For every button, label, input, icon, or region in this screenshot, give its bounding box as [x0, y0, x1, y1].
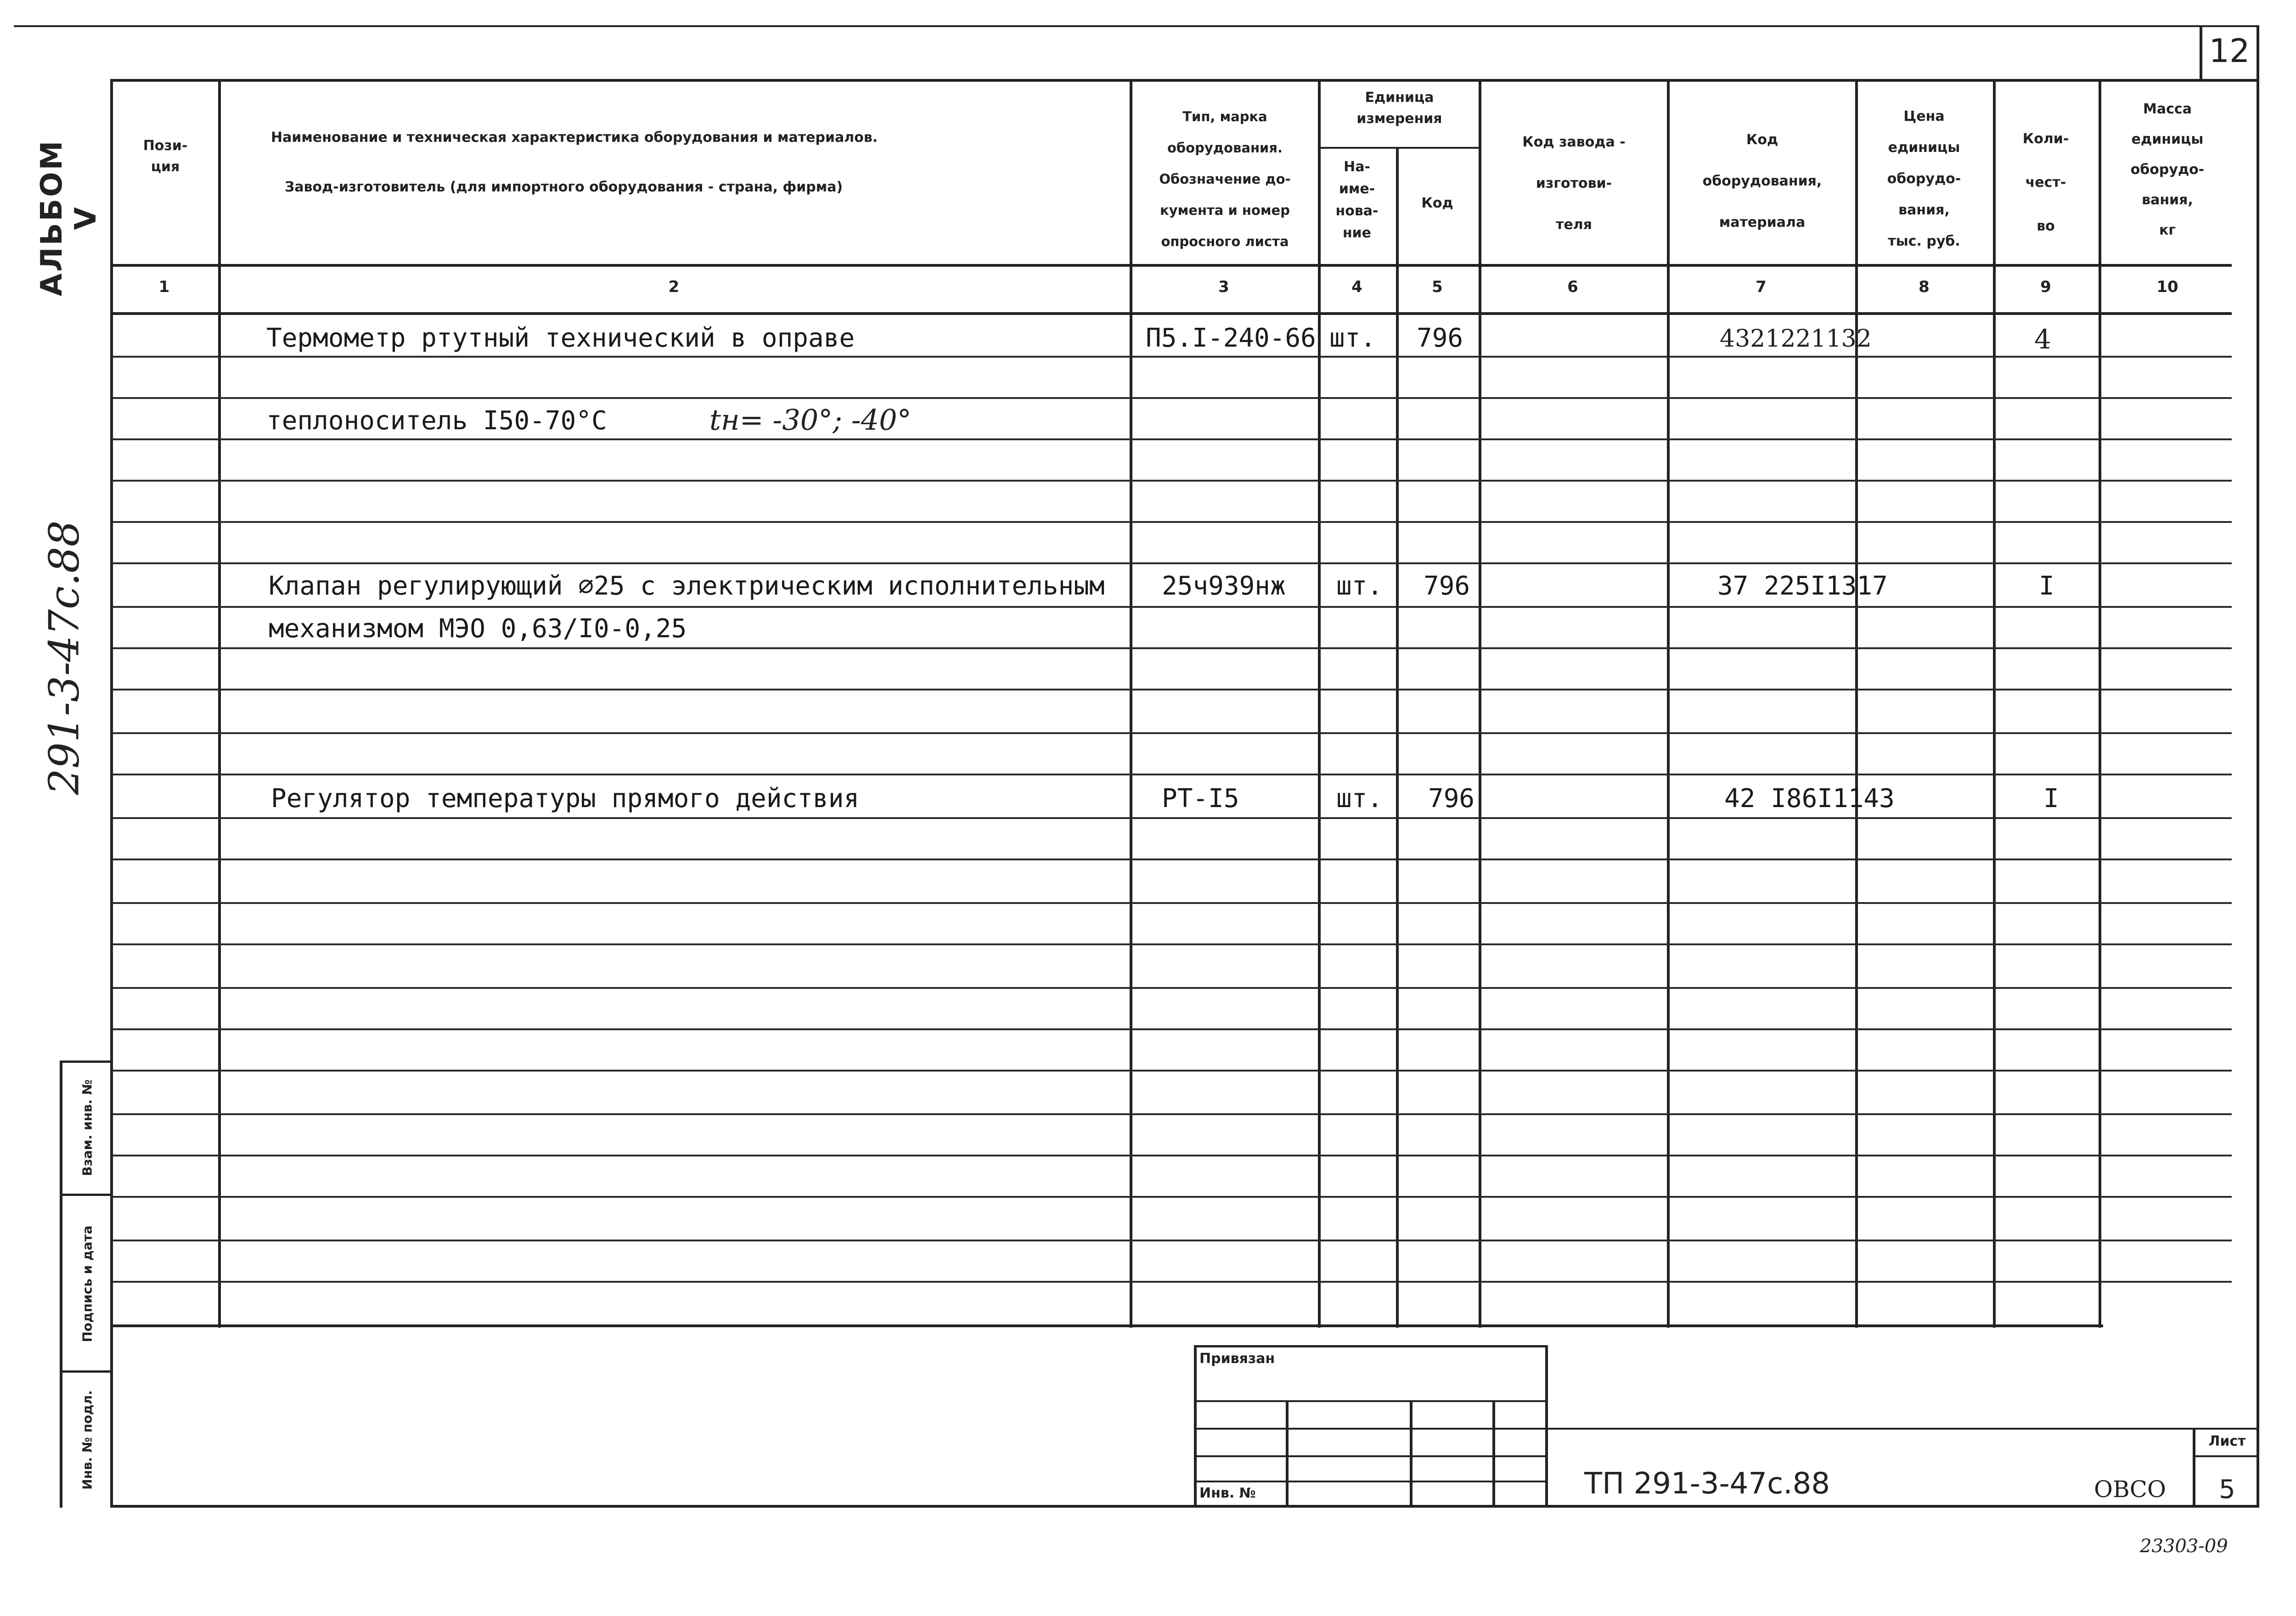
header-name-line2: Завод-изготовитель (для импортного оборудования - страна, фирма) [285, 179, 843, 195]
header-unit-group: Единица измерения [1356, 90, 1442, 127]
stamp-inv-no: Инв. № [1199, 1485, 1256, 1501]
row5-unit: шт. [1336, 784, 1383, 814]
header-position: Пози- ция [143, 138, 188, 175]
header-name-line1: Наименование и техническая характеристика оборудования и материалов. [271, 129, 878, 146]
col-num-10: 10 [2156, 278, 2178, 296]
row3-material-code: 37 225I1317 [1717, 571, 1888, 601]
bottom-archive-number: 23303-09 [2140, 1536, 2228, 1557]
col-num-9: 9 [2040, 278, 2051, 296]
row2-name: теплоноситель I50-70°С [266, 406, 607, 436]
header-mass: Масса единицы оборудо- вания, кг [2130, 101, 2205, 238]
col-num-1: 1 [158, 278, 170, 296]
row5-type: РТ-I5 [1162, 784, 1239, 814]
sign-date-label: Подпись и дата [79, 1225, 95, 1342]
stamp-linked: Привязан [1199, 1351, 1275, 1367]
row2-note: tн= -30°; -40° [709, 403, 912, 437]
row5-name: Регулятор температуры прямого действия [271, 784, 860, 814]
header-unit-name: На- име- нова- ние [1335, 159, 1379, 241]
frame-right [2257, 25, 2259, 1508]
header-type: Тип, марка оборудования. Обозначение до- кумента и номер опросного листа [1159, 109, 1291, 249]
row3-code: 796 [1424, 571, 1470, 601]
row3-name: Клапан регулирующий ⌀25 с электрическим исполнительным [269, 571, 1105, 601]
row1-name: Термометр ртутный технический в оправе [266, 323, 855, 353]
frame-top [110, 79, 2259, 82]
frame-bottom [110, 1505, 2259, 1508]
row1-qty: 4 [2034, 324, 2051, 355]
row5-qty: I [2043, 784, 2059, 814]
row1-material-code: 4321221132 [1720, 325, 1872, 353]
row1-type: П5.I-240-66 [1146, 323, 1316, 353]
col-num-8: 8 [1919, 278, 1930, 296]
row5-code: 796 [1428, 784, 1475, 814]
corner-sheet-number: 12 [2209, 32, 2250, 70]
top-border-line [14, 25, 2259, 27]
row4-name: механизмом МЭО 0,63/I0-0,25 [269, 614, 687, 644]
section-code: ОВСО [2094, 1476, 2166, 1503]
col-num-6: 6 [1567, 278, 1578, 296]
row3-unit: шт. [1336, 571, 1383, 601]
side-code: 291-3-47с.88 [40, 520, 89, 795]
header-quantity: Коли- чест- во [2022, 131, 2069, 234]
row3-type: 25ч939нж [1162, 571, 1286, 601]
album-label: АЛЬБОМ V [35, 139, 103, 297]
header-equipment-code: Код оборудования, материала [1702, 132, 1822, 230]
col-num-5: 5 [1432, 278, 1443, 296]
col-num-2: 2 [668, 278, 680, 296]
doc-code: ТП 291-3-47с.88 [1584, 1467, 1830, 1501]
row5-material-code: 42 I86I1143 [1724, 784, 1895, 814]
row1-unit: шт. [1329, 323, 1376, 353]
row1-code: 796 [1417, 323, 1463, 353]
sheet-label: Лист [2208, 1433, 2246, 1449]
col-num-4: 4 [1351, 278, 1362, 296]
header-unit-code: Код [1421, 195, 1453, 211]
header-factory-code: Код завода - изготови- теля [1522, 134, 1626, 233]
sheet-value: 5 [2219, 1475, 2235, 1504]
inv-orig-label: Инв. № подл. [79, 1390, 95, 1490]
col-num-3: 3 [1218, 278, 1229, 296]
row3-qty: I [2039, 571, 2054, 601]
col-num-7: 7 [1756, 278, 1767, 296]
header-price: Цена единицы оборудо- вания, тыс. руб. [1887, 108, 1961, 249]
vzam-inv-label: Взам. инв. № [79, 1079, 95, 1176]
